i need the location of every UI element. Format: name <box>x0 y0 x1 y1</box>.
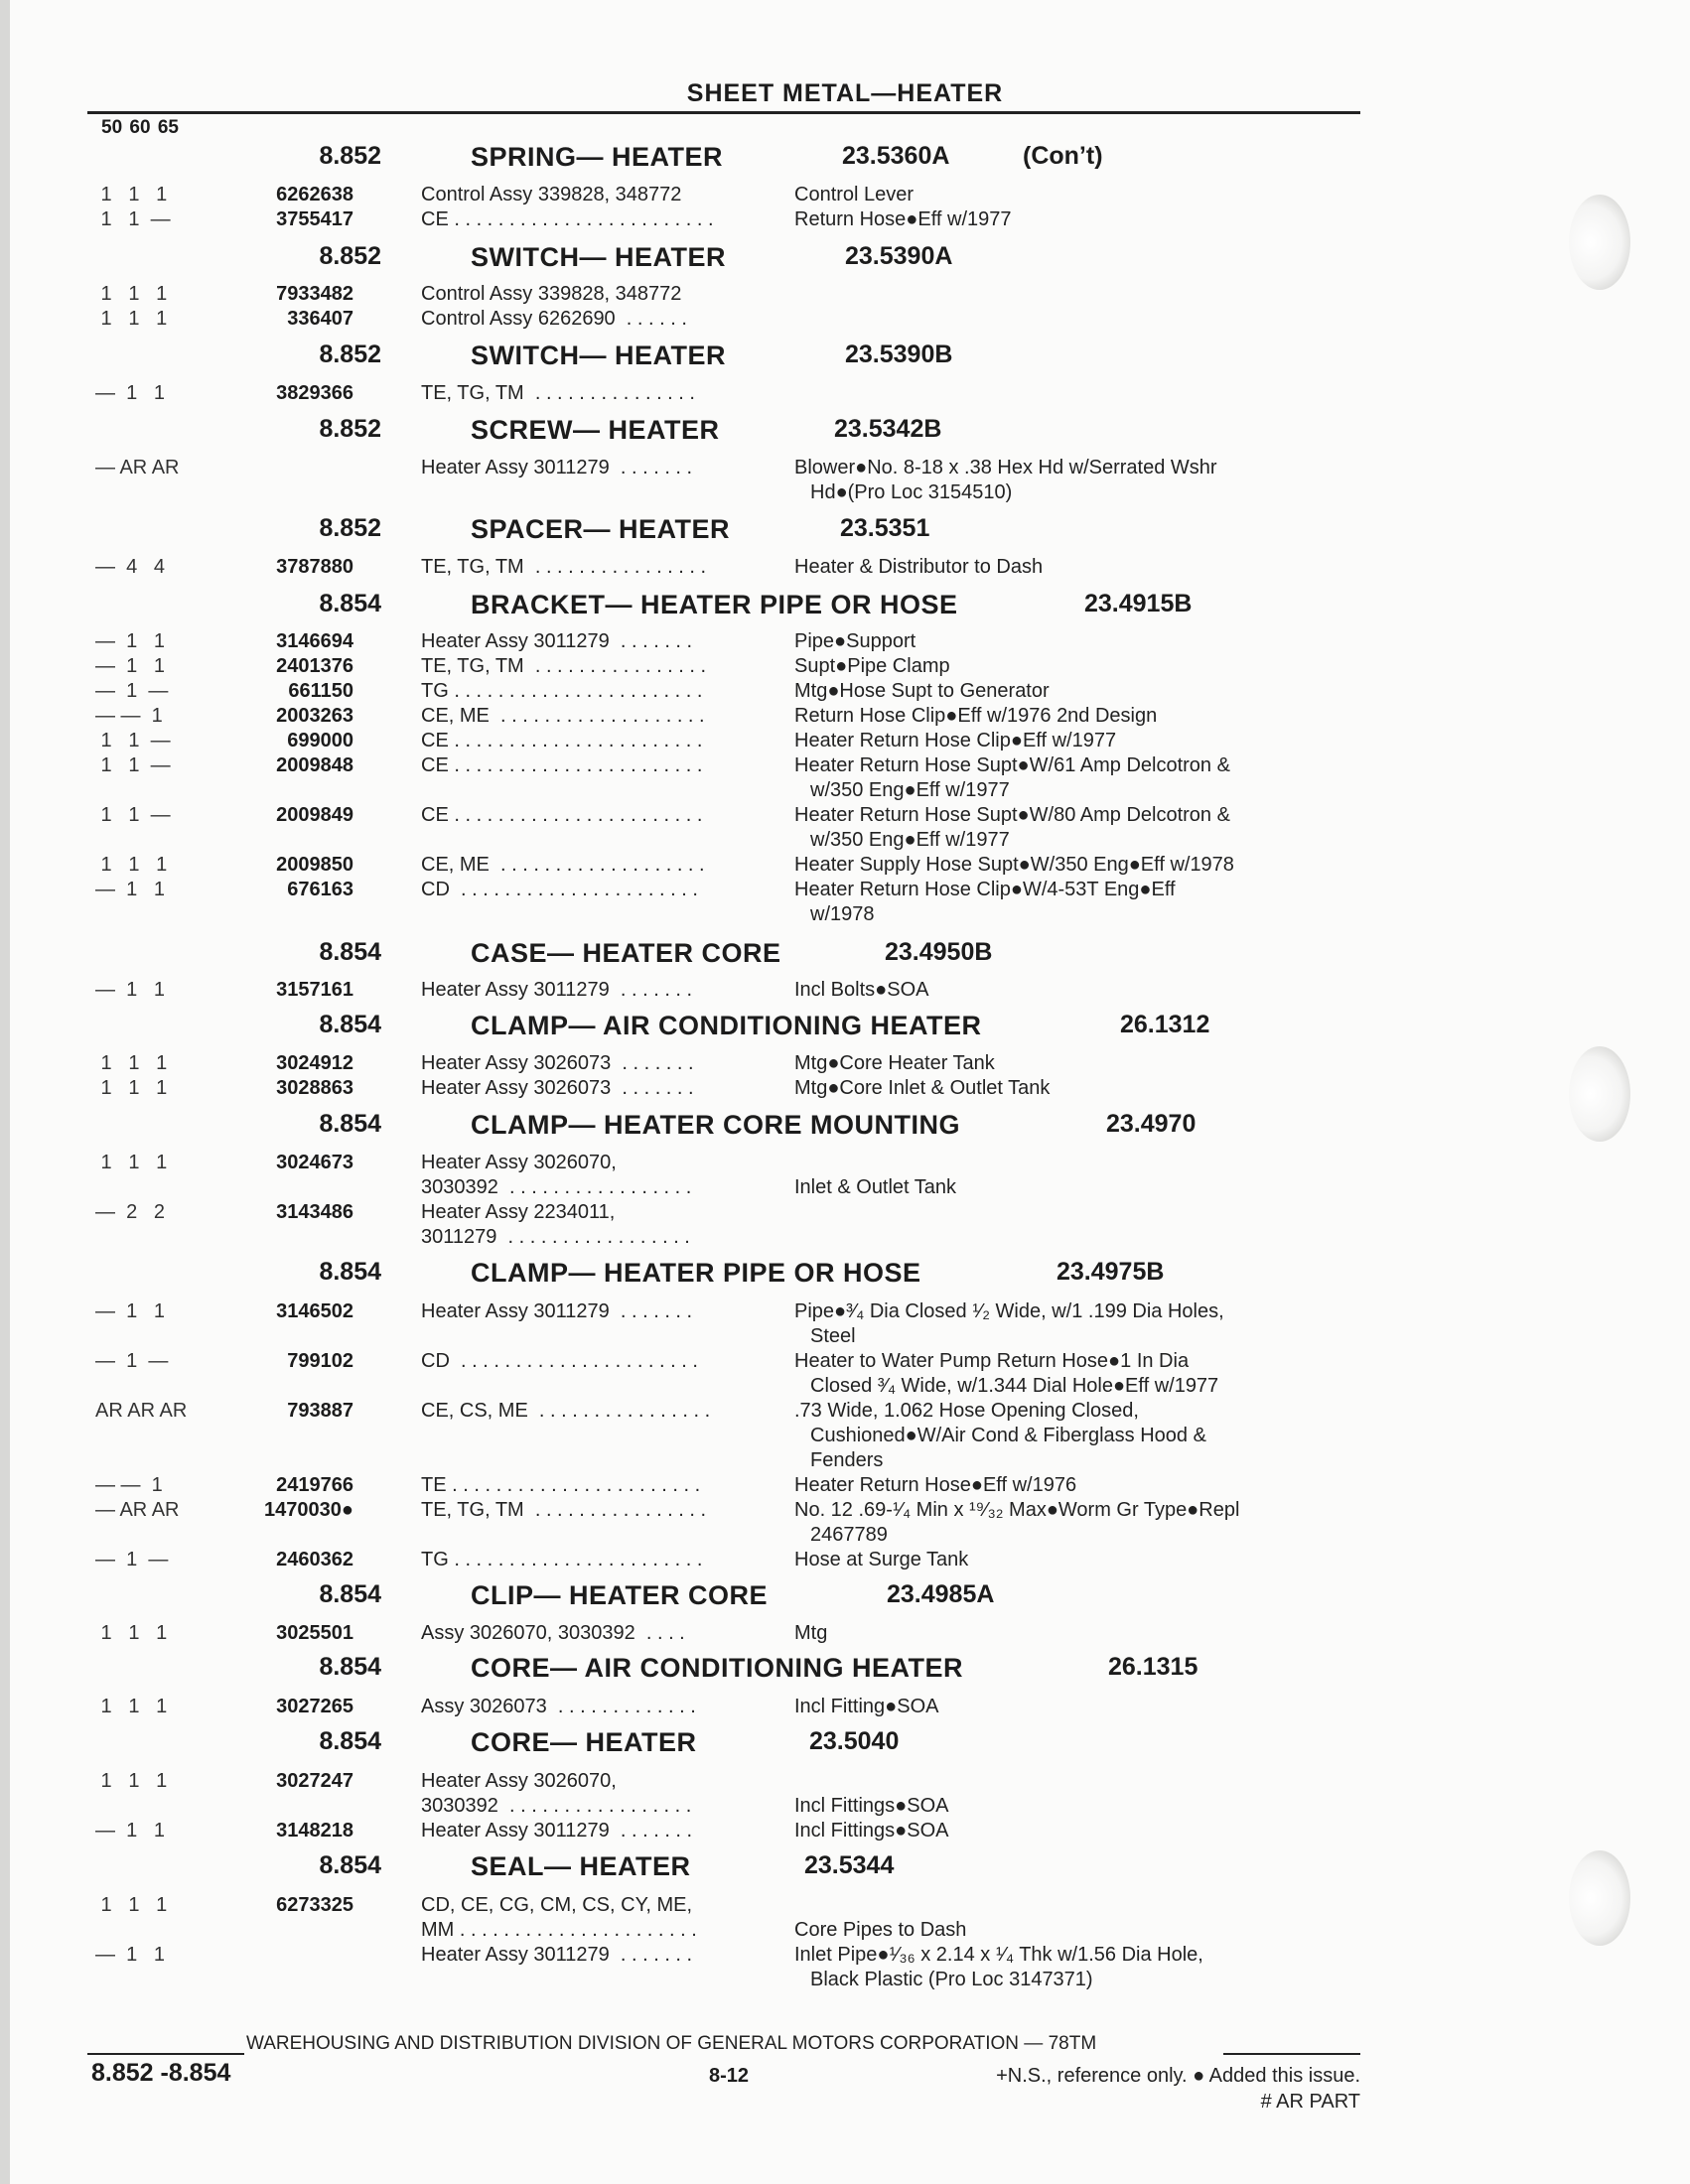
footer-rule-left <box>87 2053 244 2055</box>
part-quantity: 1 1 1 <box>95 854 168 876</box>
part-quantity: — AR AR <box>95 1499 180 1521</box>
section-header-row <box>0 590 1690 625</box>
part-number: 2460362 <box>276 1549 353 1570</box>
part-note-line: Cushioned●W/Air Cond & Fiberglass Hood & <box>810 1425 1206 1446</box>
section-header <box>0 142 1690 178</box>
part-application: TG . . . . . . . . . . . . . . . . . . . . . . . <box>421 680 703 702</box>
part-application: Heater Assy 3011279 . . . . . . . <box>421 1820 693 1842</box>
part-number: 676163 <box>287 879 353 900</box>
part-number: 6273325 <box>276 1894 353 1916</box>
section-header-row <box>0 142 1690 178</box>
part-note-line <box>794 1151 1370 1175</box>
part-number: 3148218 <box>276 1820 353 1842</box>
part-application: Heater Assy 3011279 . . . . . . . <box>421 457 693 478</box>
part-quantity: — 2 2 <box>95 1201 166 1223</box>
section-header-row <box>0 341 1690 376</box>
section-header-row <box>0 514 1690 550</box>
part-number: 2009850 <box>276 854 353 876</box>
part-notes <box>794 1399 1370 1473</box>
part-quantity: — 1 1 <box>95 1820 166 1842</box>
section-title: SWITCH— HEATER <box>471 242 726 272</box>
part-quantity: — 1 1 <box>95 655 166 677</box>
part-number: 336407 <box>287 308 353 330</box>
part-number: 3143486 <box>276 1201 353 1223</box>
section-ref: 8.854 <box>319 590 381 617</box>
section-title: SPACER— HEATER <box>471 514 731 544</box>
section-ref: 8.852 <box>319 415 381 443</box>
section-title: CORE— HEATER <box>471 1727 697 1757</box>
part-note-line: .73 Wide, 1.062 Hose Opening Closed, <box>794 1400 1139 1422</box>
part-note-line: Hose at Surge Tank <box>794 1549 969 1570</box>
part-notes <box>794 654 1370 679</box>
part-notes <box>794 456 1370 505</box>
part-number: 3025501 <box>276 1622 353 1644</box>
section-header <box>0 1011 1690 1046</box>
part-number: 799102 <box>287 1350 353 1372</box>
part-application: Assy 3026070, 3030392 . . . . <box>421 1622 685 1644</box>
part-note-line <box>794 1769 1370 1794</box>
part-notes <box>794 1349 1370 1399</box>
section-header-row <box>0 1727 1690 1763</box>
section-ref: 8.854 <box>319 1580 381 1608</box>
footer-legend: +N.S., reference only. ● Added this issue. <box>996 2065 1360 2087</box>
part-note-line: Hd●(Pro Loc 3154510) <box>810 481 1013 503</box>
part-note-line: Supt●Pipe Clamp <box>794 655 950 677</box>
section-header-row <box>0 1653 1690 1689</box>
part-notes <box>794 555 1370 580</box>
part-note-line: Incl Bolts●SOA <box>794 979 929 1001</box>
part-notes <box>794 1943 1370 1992</box>
part-note-line: Mtg●Core Heater Tank <box>794 1052 995 1074</box>
part-note-line: Black Plastic (Pro Loc 3147371) <box>810 1969 1093 1990</box>
part-notes <box>794 1473 1370 1498</box>
part-number: 3829366 <box>276 382 353 404</box>
part-application: Heater Assy 3026070, 3030392 . . . . . . . . . . . . . . . . . <box>421 1770 692 1817</box>
part-application: CE . . . . . . . . . . . . . . . . . . . . . . . <box>421 804 703 826</box>
part-application: Heater Assy 3011279 . . . . . . . <box>421 1300 693 1322</box>
part-notes <box>794 1819 1370 1843</box>
part-number: 3787880 <box>276 556 353 578</box>
part-number: 3755417 <box>276 208 353 230</box>
section-header-row <box>0 1011 1690 1046</box>
part-quantity: 1 1 1 <box>95 1696 168 1717</box>
part-quantity: — 1 1 <box>95 630 166 652</box>
part-note-line: Pipe●Support <box>794 630 916 652</box>
part-number: 699000 <box>287 730 353 751</box>
part-note-line: Heater Return Hose Clip●Eff w/1977 <box>794 730 1117 751</box>
part-quantity: — — 1 <box>95 705 163 727</box>
footer-rule-right <box>1223 2053 1360 2055</box>
part-application: CD, CE, CG, CM, CS, CY, ME, MM . . . . . . . . . . . . . . . . . . . . . . <box>421 1894 697 1941</box>
part-notes <box>794 803 1370 853</box>
part-note-line: Heater & Distributor to Dash <box>794 556 1044 578</box>
section-code: 26.1315 <box>1108 1653 1198 1681</box>
part-note-line: Inlet & Outlet Tank <box>794 1176 957 1198</box>
section-title: SPRING— HEATER <box>471 142 724 172</box>
part-application: TE, TG, TM . . . . . . . . . . . . . . . . <box>421 1499 707 1521</box>
part-number: 1470030● <box>264 1499 353 1521</box>
part-notes <box>794 753 1370 803</box>
part-application: CE, CS, ME . . . . . . . . . . . . . . . . <box>421 1400 711 1422</box>
section-title: SEAL— HEATER <box>471 1851 691 1881</box>
section-code: 23.5040 <box>809 1727 900 1755</box>
part-application: TE, TG, TM . . . . . . . . . . . . . . . . <box>421 556 707 578</box>
part-quantity: — 1 — <box>95 680 169 702</box>
part-number: 2419766 <box>276 1474 353 1496</box>
part-quantity: AR AR AR <box>95 1400 188 1422</box>
page-title: SHEET METAL—HEATER <box>686 79 1004 107</box>
part-quantity: 1 1 — <box>95 208 171 230</box>
part-number: 3027247 <box>276 1770 353 1792</box>
part-quantity: 1 1 1 <box>95 184 168 205</box>
section-header-row <box>0 415 1690 451</box>
section-title: CLAMP— HEATER PIPE OR HOSE <box>471 1258 921 1288</box>
part-application: Heater Assy 3011279 . . . . . . . <box>421 630 693 652</box>
part-quantity: — 1 1 <box>95 382 166 404</box>
section-ref: 8.854 <box>319 1727 381 1755</box>
part-number: 6262638 <box>276 184 353 205</box>
part-number: 3028863 <box>276 1077 353 1099</box>
part-application: Heater Assy 3026073 . . . . . . . <box>421 1052 694 1074</box>
section-header <box>0 341 1690 376</box>
part-application: Control Assy 339828, 348772 <box>421 283 682 305</box>
part-note-line: Control Lever <box>794 184 915 205</box>
part-quantity: 1 1 — <box>95 804 171 826</box>
part-note-line: 2467789 <box>810 1524 888 1546</box>
part-number: 3157161 <box>276 979 353 1001</box>
section-ref: 8.854 <box>319 1851 381 1879</box>
part-application: Heater Assy 2234011, 3011279 . . . . . . . . . . . . . . . . . <box>421 1201 690 1248</box>
part-application: Heater Assy 3011279 . . . . . . . <box>421 979 693 1001</box>
section-code: 23.5390A <box>845 242 953 270</box>
section-header <box>0 1653 1690 1689</box>
part-note-line: Incl Fitting●SOA <box>794 1696 939 1717</box>
part-quantity: — 4 4 <box>95 556 166 578</box>
part-notes <box>794 1548 1370 1572</box>
part-quantity: — 1 1 <box>95 1944 166 1966</box>
part-notes <box>794 704 1370 729</box>
section-header-row <box>0 1851 1690 1887</box>
part-quantity: — 1 — <box>95 1350 169 1372</box>
part-application: Assy 3026073 . . . . . . . . . . . . . <box>421 1696 696 1717</box>
part-notes <box>794 853 1370 878</box>
part-notes <box>794 1695 1370 1719</box>
part-note-line: Mtg <box>794 1622 828 1644</box>
part-application: Heater Assy 3011279 . . . . . . . <box>421 1944 693 1966</box>
part-application: CD . . . . . . . . . . . . . . . . . . . . . . <box>421 1350 698 1372</box>
part-notes <box>794 183 1370 207</box>
section-title: CLAMP— HEATER CORE MOUNTING <box>471 1110 960 1140</box>
part-number: 3146502 <box>276 1300 353 1322</box>
part-note-line: Heater to Water Pump Return Hose●1 In Dia <box>794 1350 1190 1372</box>
part-quantity: — AR AR <box>95 457 180 478</box>
section-header <box>0 1110 1690 1146</box>
part-note-line: Heater Supply Hose Supt●W/350 Eng●Eff w/1978 <box>794 854 1234 876</box>
section-ref: 8.852 <box>319 341 381 368</box>
part-note-line: Heater Return Hose Supt●W/80 Amp Delcotron & <box>794 804 1230 826</box>
section-title: SWITCH— HEATER <box>471 341 726 370</box>
section-title: CASE— HEATER CORE <box>471 938 781 968</box>
part-note-line: w/350 Eng●Eff w/1977 <box>810 829 1010 851</box>
part-note-line: Pipe●³⁄₄ Dia Closed ¹⁄₂ Wide, w/1 .199 Dia Holes, <box>794 1300 1224 1322</box>
part-application: Heater Assy 3026073 . . . . . . . <box>421 1077 694 1099</box>
section-ref: 8.854 <box>319 1258 381 1286</box>
part-note-line: Return Hose Clip●Eff w/1976 2nd Design <box>794 705 1158 727</box>
part-quantity: 1 1 1 <box>95 1152 168 1173</box>
part-number: 7933482 <box>276 283 353 305</box>
section-continued: (Con’t) <box>1023 142 1103 170</box>
part-notes <box>794 207 1370 232</box>
part-number: 3027265 <box>276 1696 353 1717</box>
part-note-line: Incl Fittings●SOA <box>794 1820 949 1842</box>
section-code: 26.1312 <box>1120 1011 1210 1038</box>
section-header-row <box>0 1258 1690 1294</box>
part-number: 2009849 <box>276 804 353 826</box>
part-number: 3024912 <box>276 1052 353 1074</box>
part-quantity: 1 1 1 <box>95 1894 168 1916</box>
part-application: CE . . . . . . . . . . . . . . . . . . . . . . . <box>421 754 703 776</box>
section-title: CLIP— HEATER CORE <box>471 1580 769 1610</box>
section-title: BRACKET— HEATER PIPE OR HOSE <box>471 590 958 619</box>
part-application: CE . . . . . . . . . . . . . . . . . . . . . . . <box>421 730 703 751</box>
part-note-line: Blower●No. 8-18 x .38 Hex Hd w/Serrated Wshr <box>794 457 1217 478</box>
part-note-line: Heater Return Hose●Eff w/1976 <box>794 1474 1077 1496</box>
section-code: 23.5390B <box>845 341 953 368</box>
part-quantity: — 1 1 <box>95 979 166 1001</box>
section-ref: 8.854 <box>319 938 381 966</box>
part-note-line: Mtg●Hose Supt to Generator <box>794 680 1050 702</box>
part-note-line: Incl Fittings●SOA <box>794 1795 949 1817</box>
part-notes <box>794 878 1370 927</box>
part-application: TE, TG, TM . . . . . . . . . . . . . . . . <box>421 655 707 677</box>
section-ref: 8.852 <box>319 142 381 170</box>
footer-legend-ar: # AR PART <box>1260 2091 1360 2113</box>
section-header <box>0 938 1690 974</box>
part-application: TG . . . . . . . . . . . . . . . . . . . . . . . <box>421 1549 703 1570</box>
section-header <box>0 242 1690 278</box>
footer-division: WAREHOUSING AND DISTRIBUTION DIVISION OF GENERAL MOTORS CORPORATION — 78TM <box>246 2033 1097 2054</box>
part-quantity: — 1 — <box>95 1549 169 1570</box>
section-ref: 8.854 <box>319 1653 381 1681</box>
part-note-line: Mtg●Core Inlet & Outlet Tank <box>794 1077 1051 1099</box>
part-number: 2009848 <box>276 754 353 776</box>
part-note-line: Core Pipes to Dash <box>794 1919 967 1941</box>
part-notes <box>794 629 1370 654</box>
part-note-line: Heater Return Hose Supt●W/61 Amp Delcotron & <box>794 754 1230 776</box>
section-header <box>0 415 1690 451</box>
section-code: 23.4975B <box>1056 1258 1165 1286</box>
part-number: 661150 <box>288 680 353 702</box>
section-header <box>0 1727 1690 1763</box>
section-ref: 8.852 <box>319 242 381 270</box>
part-note-line <box>794 1893 1370 1918</box>
part-application: Control Assy 6262690 . . . . . . <box>421 308 687 330</box>
section-title: SCREW— HEATER <box>471 415 720 445</box>
part-notes <box>794 1051 1370 1076</box>
part-application: CE . . . . . . . . . . . . . . . . . . . . . . . . <box>421 208 714 230</box>
part-application: CE, ME . . . . . . . . . . . . . . . . . . . <box>421 854 705 876</box>
section-header <box>0 590 1690 625</box>
footer-section-range: 8.852 -8.854 <box>91 2059 231 2087</box>
section-code: 23.5360A <box>842 142 950 170</box>
part-application: CE, ME . . . . . . . . . . . . . . . . . . . <box>421 705 705 727</box>
part-notes <box>794 729 1370 753</box>
section-code: 23.5344 <box>804 1851 895 1879</box>
part-note-line: Fenders <box>810 1449 884 1471</box>
section-ref: 8.854 <box>319 1110 381 1138</box>
section-ref: 8.854 <box>319 1011 381 1038</box>
part-quantity: 1 1 1 <box>95 1622 168 1644</box>
section-code: 23.5342B <box>834 415 942 443</box>
section-header-row <box>0 1580 1690 1616</box>
section-code: 23.5351 <box>840 514 930 542</box>
part-note-line: Steel <box>810 1325 856 1347</box>
section-header-row <box>0 1110 1690 1146</box>
part-quantity: 1 1 1 <box>95 283 168 305</box>
part-quantity: 1 1 1 <box>95 1077 168 1099</box>
part-notes <box>794 1076 1370 1101</box>
part-application: Heater Assy 3026070, 3030392 . . . . . . . . . . . . . . . . . <box>421 1152 692 1198</box>
part-notes <box>794 1893 1370 1943</box>
part-note-line: Return Hose●Eff w/1977 <box>794 208 1012 230</box>
section-header-row <box>0 938 1690 974</box>
section-code: 23.4915B <box>1084 590 1193 617</box>
footer-page-number: 8-12 <box>709 2065 750 2087</box>
part-notes <box>794 1769 1370 1819</box>
part-note-line: w/350 Eng●Eff w/1977 <box>810 779 1010 801</box>
part-quantity: 1 1 1 <box>95 308 168 330</box>
part-note-line: No. 12 .69-¹⁄₄ Min x ¹⁹⁄₃₂ Max●Worm Gr Type●Repl <box>794 1499 1240 1521</box>
part-quantity: 1 1 1 <box>95 1770 168 1792</box>
section-header-row <box>0 242 1690 278</box>
section-header <box>0 1580 1690 1616</box>
part-number: 3024673 <box>276 1152 353 1173</box>
section-ref: 8.852 <box>319 514 381 542</box>
part-number: 2401376 <box>276 655 353 677</box>
part-application: TE, TG, TM . . . . . . . . . . . . . . . <box>421 382 695 404</box>
part-notes <box>794 1498 1370 1548</box>
part-quantity: — 1 1 <box>95 879 166 900</box>
part-quantity: 1 1 1 <box>95 1052 168 1074</box>
part-notes <box>794 1621 1370 1646</box>
section-header <box>0 1851 1690 1887</box>
section-title: CORE— AIR CONDITIONING HEATER <box>471 1653 964 1683</box>
section-code: 23.4985A <box>887 1580 995 1608</box>
part-application: Control Assy 339828, 348772 <box>421 184 682 205</box>
part-application: CD . . . . . . . . . . . . . . . . . . . . . . <box>421 879 698 900</box>
part-notes <box>794 679 1370 704</box>
section-header <box>0 514 1690 550</box>
part-notes <box>794 1299 1370 1349</box>
part-number: 3146694 <box>276 630 353 652</box>
part-note-line: w/1978 <box>810 903 875 925</box>
part-number: 793887 <box>287 1400 353 1422</box>
part-quantity: 1 1 — <box>95 754 171 776</box>
part-note-line: Inlet Pipe●¹⁄₃₆ x 2.14 x ¹⁄₄ Thk w/1.56 Dia Hole, <box>794 1944 1203 1966</box>
part-note-line: Closed ³⁄₄ Wide, w/1.344 Dial Hole●Eff w/1977 <box>810 1375 1219 1397</box>
section-title: CLAMP— AIR CONDITIONING HEATER <box>471 1011 982 1040</box>
section-code: 23.4950B <box>885 938 993 966</box>
year-columns-header: 50 60 65 <box>101 117 179 138</box>
part-notes <box>794 1151 1370 1200</box>
section-code: 23.4970 <box>1106 1110 1197 1138</box>
part-quantity: — — 1 <box>95 1474 163 1496</box>
part-application: TE . . . . . . . . . . . . . . . . . . . . . . . <box>421 1474 701 1496</box>
part-quantity: 1 1 — <box>95 730 171 751</box>
part-notes <box>794 978 1370 1003</box>
section-header <box>0 1258 1690 1294</box>
part-number: 2003263 <box>276 705 353 727</box>
part-quantity: — 1 1 <box>95 1300 166 1322</box>
part-note-line: Heater Return Hose Clip●W/4-53T Eng●Eff <box>794 879 1176 900</box>
